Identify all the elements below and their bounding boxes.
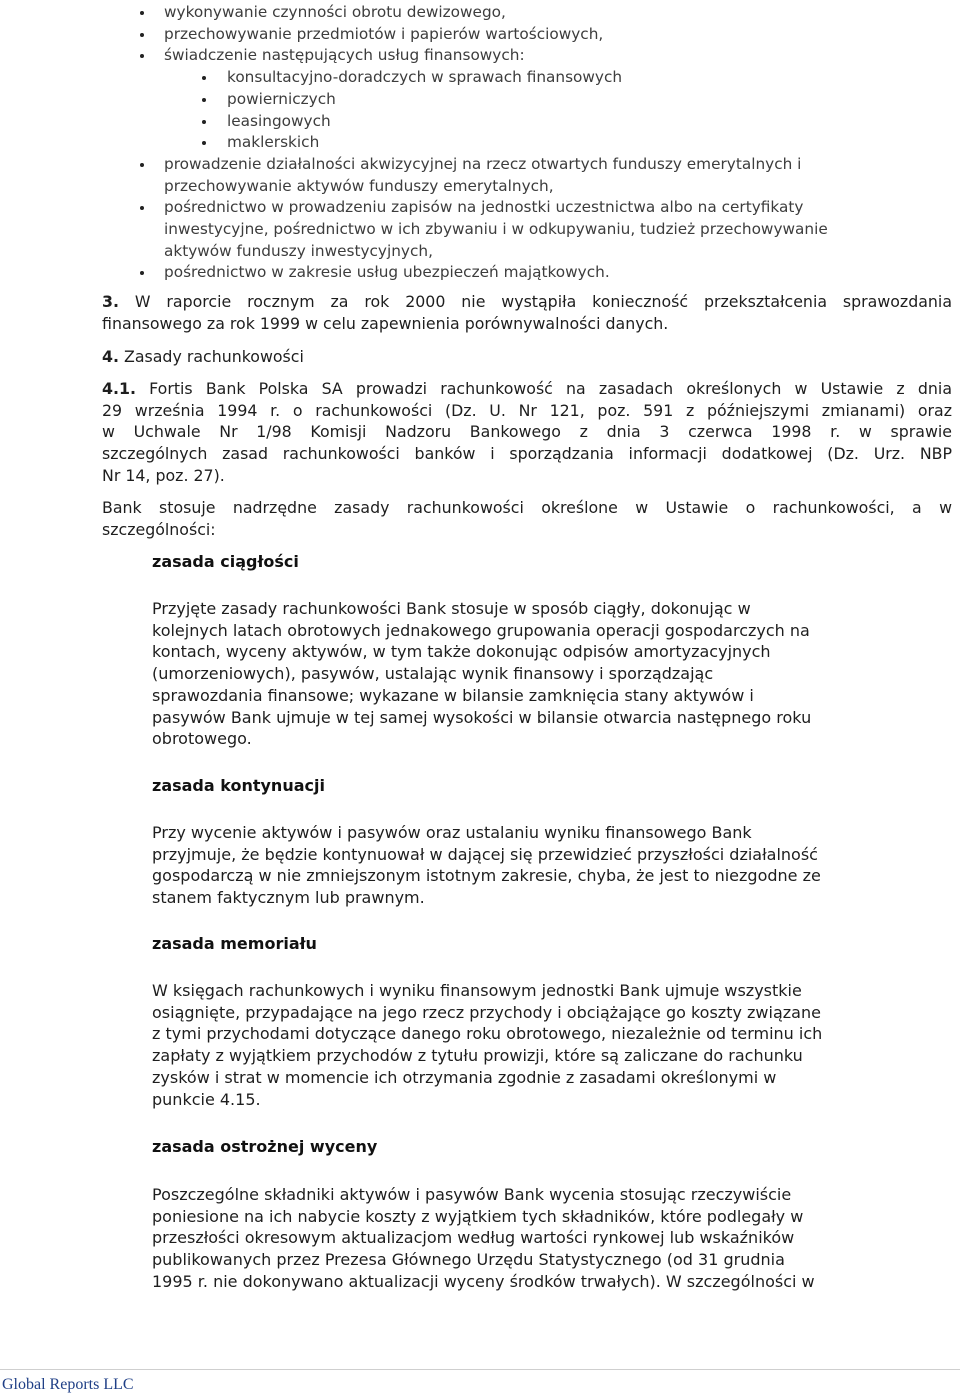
bullet-item-line: aktywów funduszy inwestycyjnych,: [164, 241, 433, 260]
bullet-item-line: leasingowych: [227, 111, 331, 130]
bullet-item-line: wykonywanie czynności obrotu dewizowego,: [164, 3, 506, 21]
bullet-item-line: konsultacyjno-doradczych w sprawach finansowych: [227, 68, 623, 87]
section-4-heading: [102, 346, 952, 368]
section-3-number: 3.: [102, 292, 119, 311]
principle-body-line: Przy wycenie aktywów i pasywów oraz ustalaniu wyniku finansowego Bank: [152, 823, 752, 842]
section-4-1-line-3: w Uchwale Nr 1/98 Komisji Nadzoru Bankowego z dnia 3 czerwca 1998 r. w sprawie: [102, 422, 952, 442]
bullet-dot: [202, 141, 206, 145]
principle-body-line: obrotowego.: [152, 729, 252, 749]
principle-body-line: 1995 r. nie dokonywano aktualizacji wyceny środków trwałych). W szczególności w: [152, 1271, 815, 1291]
bullet-item-line: inwestycyjne, pośrednictwo w ich zbywaniu i w odkupywaniu, tudzież przechowywanie: [164, 220, 828, 238]
principle-heading: zasada ciągłości: [152, 552, 299, 571]
intro-paragraph: [102, 497, 952, 540]
principle-heading: zasada kontynuacji: [152, 776, 325, 795]
section-4-title: Zasady rachunkowości: [119, 347, 304, 366]
bullet-dot: [140, 11, 144, 15]
principle-body-line: osiągnięte, przypadające na jego rzecz przychody i obciążające go koszty związane: [152, 1002, 821, 1022]
bullet-dot: [140, 206, 144, 210]
principle-body-line: z tymi przychodami dotyczące danego roku obrotowego, niezależnie od terminu ich: [152, 1024, 823, 1044]
principle-body-line: pasywów Bank ujmuje w tej samej wysokości w bilansie otwarcia następnego roku: [152, 707, 812, 727]
principle-body-line: gospodarczą w nie zmniejszonym istotnym zakresie, chyba, że jest to niezgodne ze: [152, 866, 821, 886]
bullet-item-line: powierniczych: [227, 89, 336, 108]
principle-body-line: przyjmuje, że będzie kontynuował w dającej się przewidzieć przyszłości działalność: [152, 844, 818, 864]
bullet-item-line: przechowywanie przedmiotów i papierów wartościowych,: [164, 24, 604, 43]
principle-body-line: W księgach rachunkowych i wyniku finansowym jednostki Bank ujmuje wszystkie: [152, 981, 802, 1000]
principle-body-line: Poszczególne składniki aktywów i pasywów Bank wycenia stosując rzeczywiście: [152, 1185, 792, 1204]
principle-body: [152, 980, 912, 1110]
intro-line-2: szczególności:: [102, 519, 216, 539]
bullet-item-line: maklerskich: [227, 133, 320, 152]
principle-body-line: zapłaty z wyjątkiem przychodów z tytułu prowizji, które są zaliczane do rachunku: [152, 1046, 803, 1066]
bullet-item-line: pośrednictwo w prowadzeniu zapisów na jednostki uczestnictwa albo na certyfikaty: [164, 198, 804, 217]
bullet-dot: [202, 76, 206, 80]
footer-brand: Global Reports LLC: [2, 1376, 134, 1393]
bullet-dot: [140, 33, 144, 37]
bullet-dot: [140, 271, 144, 275]
intro-line-1: Bank stosuje nadrzędne zasady rachunkowości określone w Ustawie o rachunkowości, a w: [102, 498, 952, 517]
principle-body-line: Przyjęte zasady rachunkowości Bank stosuje w sposób ciągły, dokonując w: [152, 599, 751, 618]
section-4-1-number: 4.1.: [102, 379, 136, 398]
section-3-text-line-2: finansowego za rok 1999 w celu zapewnienia porównywalności danych.: [102, 313, 669, 333]
principle-body-line: kolejnych latach obrotowych jednakowego grupowania operacji gospodarczych na: [152, 620, 810, 640]
bullet-item-line: pośrednictwo w zakresie usług ubezpieczeń majątkowych.: [164, 263, 610, 282]
principle-body-line: (umorzeniowych), pasywów, ustalając wynik finansowy i sporządzając: [152, 664, 714, 684]
footer-divider: [0, 1369, 960, 1370]
section-3-text-line-1: W raporcie rocznym za rok 2000 nie wystąpiła konieczność przekształcenia sprawozdania: [119, 292, 952, 311]
bullet-item-line: świadczenie następujących usług finansowych:: [164, 46, 525, 65]
principle-body: [152, 1184, 912, 1293]
bullet-item-line: prowadzenie działalności akwizycyjnej na rzecz otwartych funduszy emerytalnych i: [164, 154, 802, 173]
section-3-paragraph: [102, 291, 952, 334]
bullet-dot: [140, 163, 144, 167]
principle-body-line: sprawozdania finansowe; wykazane w bilansie zamknięcia stany aktywów i: [152, 685, 754, 705]
section-4-1-paragraph: [102, 378, 952, 487]
principle-body-line: zysków i strat w momencie ich otrzymania zgodnie z zasadami określonymi w: [152, 1067, 777, 1087]
bullet-item-line: przechowywanie aktywów funduszy emerytalnych,: [164, 176, 554, 195]
principle-body-line: publikowanych przez Prezesa Głównego Urzędu Statystycznego (od 31 grudnia: [152, 1250, 785, 1270]
section-4-1-line-4: szczególnych zasad rachunkowości banków i sporządzania informacji dodatkowej (Dz. Urz. NBP: [102, 444, 952, 464]
section-4-1-line-2: 29 września 1994 r. o rachunkowości (Dz. U. Nr 121, poz. 591 z późniejszymi zmianami) oraz: [102, 400, 952, 420]
principle-heading: zasada ostrożnej wyceny: [152, 1137, 378, 1156]
principle-body-line: przeszłości okresowym aktualizacjom według wartości rynkowej lub wskaźników: [152, 1228, 795, 1248]
bullet-dot: [140, 54, 144, 58]
section-4-1-line-1: Fortis Bank Polska SA prowadzi rachunkowość na zasadach określonych w Ustawie z dnia: [136, 379, 952, 398]
principle-body-line: poniesione na ich nabycie koszty z wyjątkiem tych składników, które podlegały w: [152, 1206, 804, 1226]
principle-body-line: stanem faktycznym lub prawnym.: [152, 888, 425, 908]
principle-body-line: kontach, wyceny aktywów, w tym także dokonując odpisów amortyzacyjnych: [152, 642, 771, 662]
bullet-dot: [202, 120, 206, 124]
principle-body-line: punkcie 4.15.: [152, 1089, 261, 1109]
section-4-number: 4.: [102, 347, 119, 366]
bullet-dot: [202, 98, 206, 102]
section-4-1-line-5: Nr 14, poz. 27).: [102, 465, 225, 485]
principle-body: [152, 822, 912, 909]
principle-body: [152, 598, 912, 750]
principle-heading: zasada memoriału: [152, 934, 317, 953]
